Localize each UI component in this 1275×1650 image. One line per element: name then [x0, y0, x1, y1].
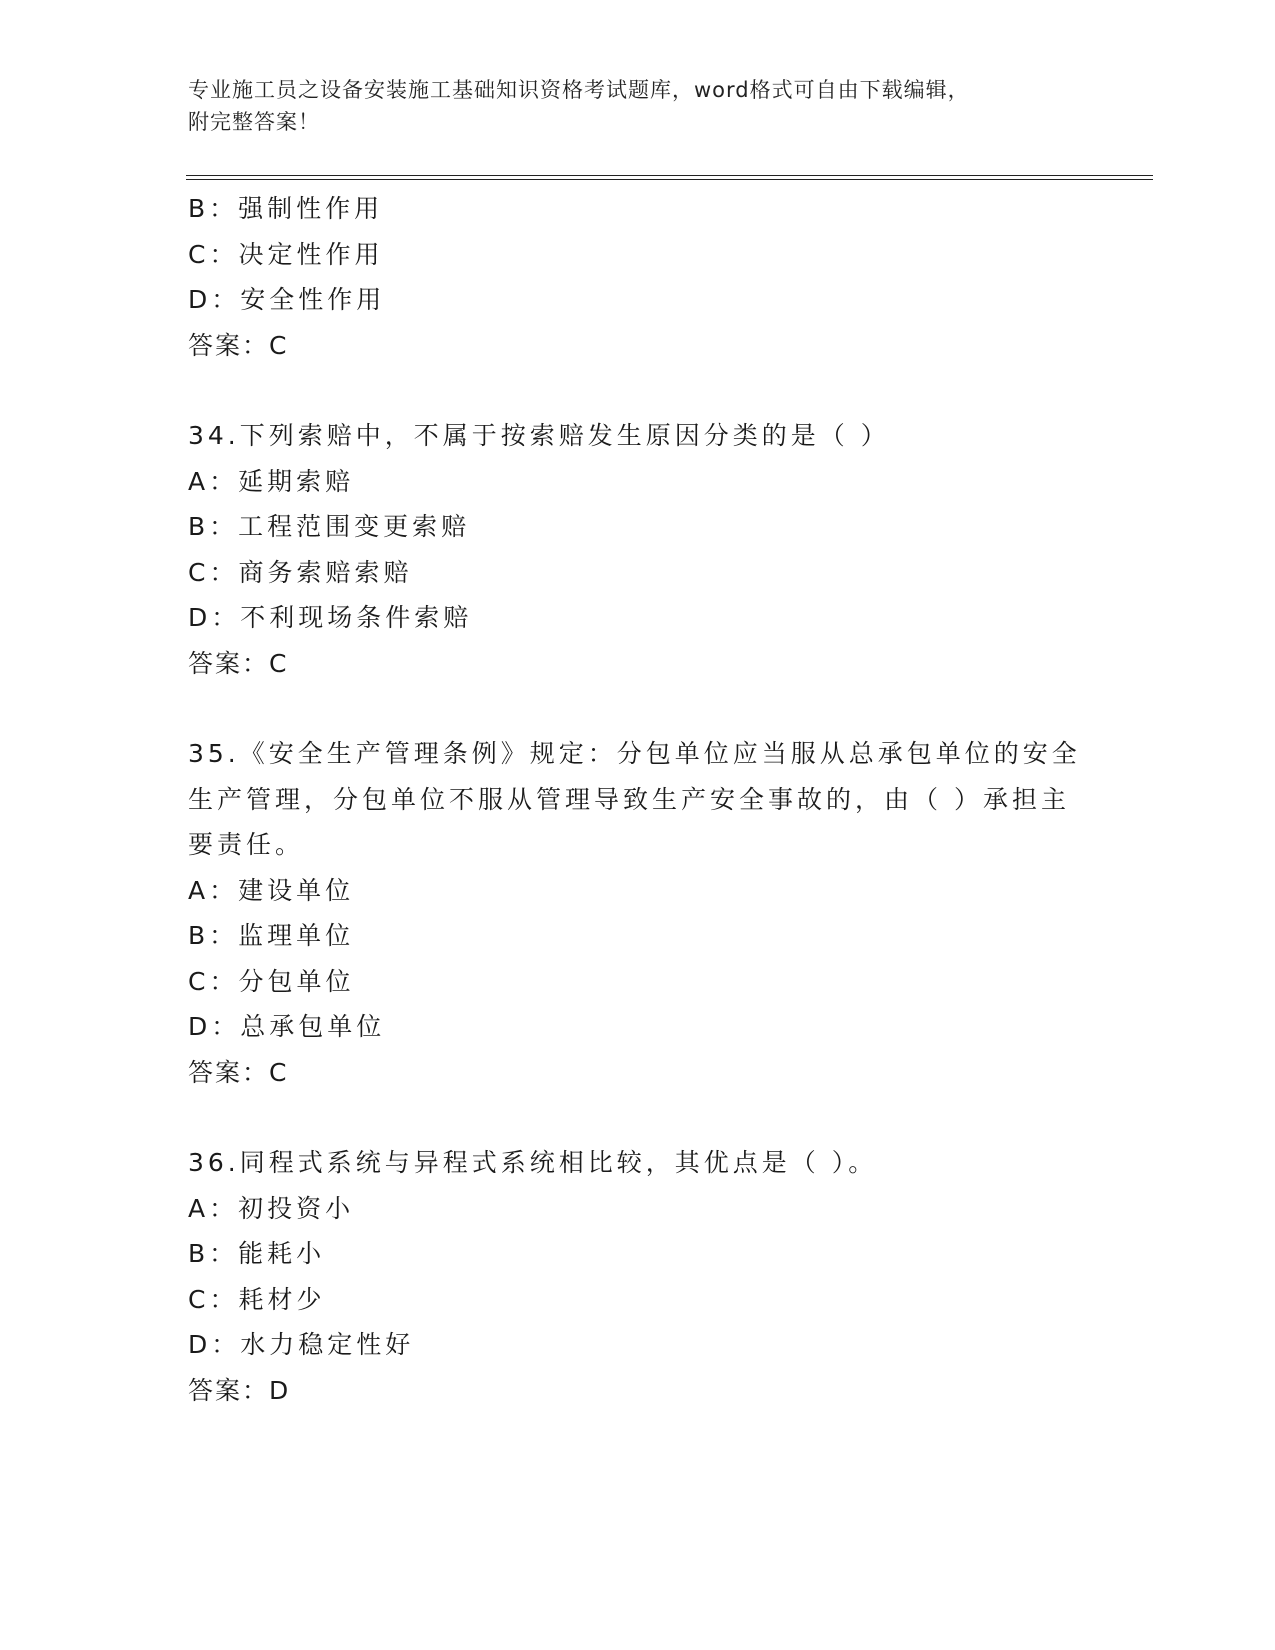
option-c: C：决定性作用: [188, 239, 384, 269]
option-d: D：不利现场条件索赔: [188, 603, 473, 632]
option-b: B：监理单位: [188, 921, 355, 950]
option-d: D：水力稳定性好: [188, 1330, 415, 1359]
answer: 答案：C: [188, 330, 289, 360]
option-d: D：总承包单位: [188, 1012, 386, 1041]
option-a: A：建设单位: [188, 875, 355, 905]
question-stem-line-3: 要责任。: [188, 830, 305, 859]
question-36: [188, 1140, 1098, 1413]
question-stem: 36.同程式系统与异程式系统相比较，其优点是（ ）。: [188, 1148, 878, 1177]
answer: 答案：C: [188, 1057, 289, 1087]
question-stem: 34.下列索赔中，不属于按索赔发生原因分类的是（ ）: [188, 421, 890, 450]
option-c: C：分包单位: [188, 966, 355, 996]
question-stem-line-2: 生产管理，分包单位不服从管理导致生产安全事故的，由（ ）承担主: [188, 784, 1070, 814]
header-double-rule: [186, 175, 1153, 180]
answer: 答案：C: [188, 648, 289, 678]
option-a: A：初投资小: [188, 1193, 355, 1223]
option-c: C：耗材少: [188, 1284, 326, 1314]
option-b: B：工程范围变更索赔: [188, 512, 471, 541]
question-34: [188, 413, 1098, 686]
header-line-2: 附完整答案！: [188, 110, 320, 134]
question-stem-line-1: 35.《安全生产管理条例》规定：分包单位应当服从总承包单位的安全: [188, 739, 1081, 768]
header-line-1: 专业施工员之设备安装施工基础知识资格考试题库，word格式可自由下载编辑，: [188, 78, 970, 102]
question-fragment: [188, 186, 1098, 368]
option-c: C：商务索赔索赔: [188, 557, 413, 587]
option-b: B：强制性作用: [188, 194, 384, 223]
answer: 答案：D: [188, 1375, 291, 1405]
question-list: [188, 186, 1098, 1413]
option-d: D：安全性作用: [188, 285, 386, 314]
option-a: A：延期索赔: [188, 466, 355, 496]
page-header: [188, 74, 1068, 138]
option-b: B：能耗小: [188, 1239, 326, 1268]
question-35: [188, 731, 1098, 1095]
